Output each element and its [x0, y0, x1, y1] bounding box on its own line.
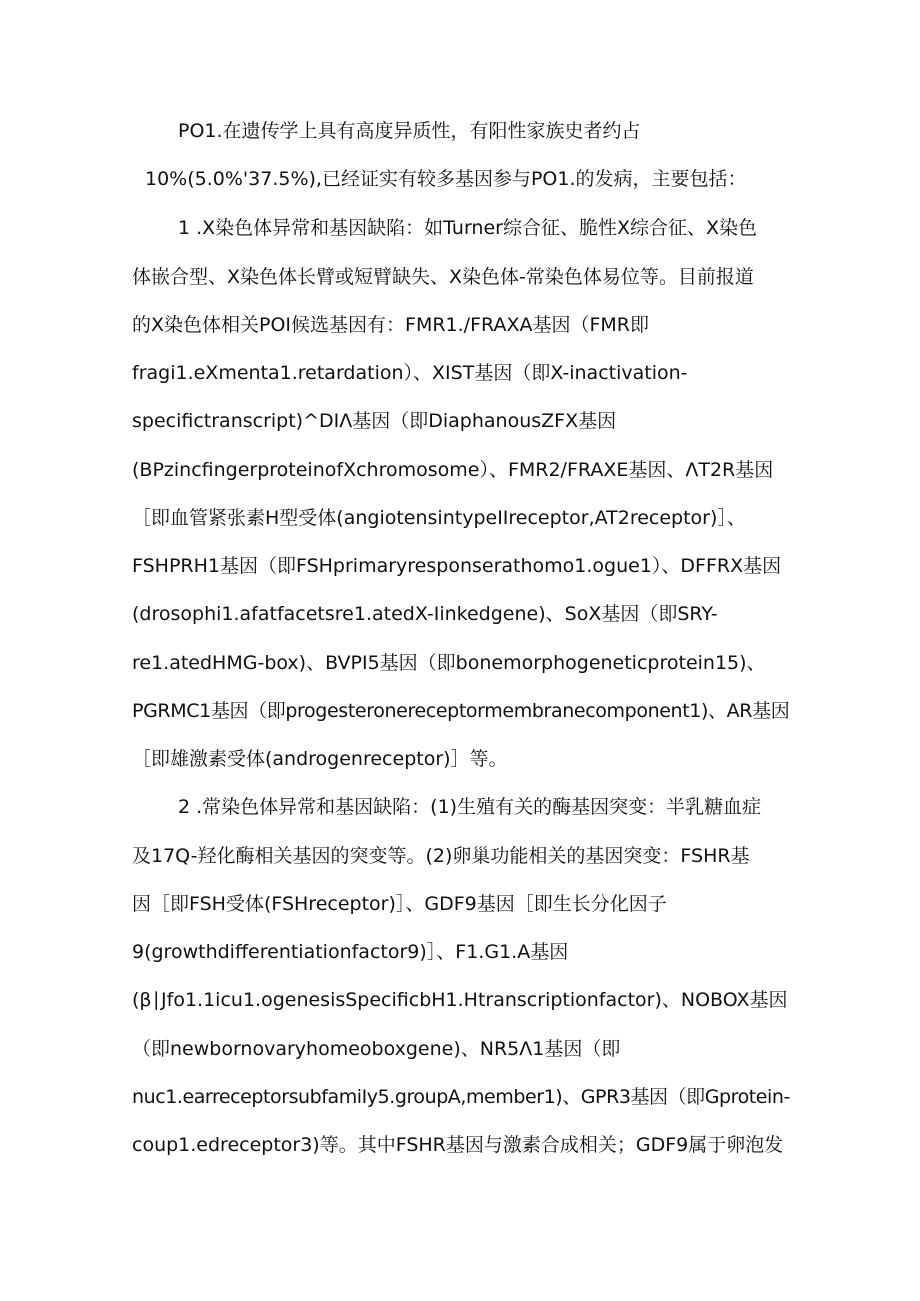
text-line: (drosophi1.afatfacetsre1.atedX-Iinkedgene)、SoX基因（即SRY- [132, 603, 718, 625]
text-line: re1.atedHMG-box)、BVPI5基因（即bonemorphogeneticprotein15)、 [132, 652, 766, 674]
text-line: 及17Q-羟化酶相关基因的突变等。(2)卵巢功能相关的基因突变：FSHR基 [132, 845, 750, 867]
text-line: 9(growthdifferentiationfactor9)］、F1.G1.A基因 [132, 941, 569, 963]
text-line: 的X染色体相关POI候选基因有：FMR1./FRAXA基因（FMR即 [132, 314, 649, 336]
text-line: ［即雄激素受体(androgenreceptor)］等。 [132, 748, 508, 770]
text-line: PGRMC1基因（即progesteronereceptormembranecomponent1)、AR基因 [132, 700, 790, 722]
text-line: fragi1.eXmenta1.retardation）、XIST基因（即X-inactivation- [132, 362, 688, 384]
text-line: PO1.在遗传学上具有高度异质性，有阳性家族史者约占 [178, 120, 641, 142]
text-line: 10%(5.0%'37.5%),已经证实有较多基因参与PO1.的发病，主要包括： [145, 168, 747, 190]
text-line: (BPzincfingerproteinofXchromosome）、FMR2∕FRAXE基因、ΛT2R基因 [132, 459, 774, 481]
text-line: （即newbornovaryhomeoboxgene)、NR5Λ1基因（即 [132, 1038, 621, 1060]
text-line: 体嵌合型、X染色体长臂或短臂缺失、X染色体-常染色体易位等。目前报道 [132, 266, 754, 288]
text-line: 1 .X染色体异常和基因缺陷：如Turner综合征、脆性X综合征、X染色 [178, 217, 758, 239]
text-line: ［即血管紧张素H型受体(angiotensintypeIIreceptor,AT2receptor)］、 [132, 507, 746, 529]
text-line: (β∣Jfo1.1icu1.ogenesisSpecificbH1.Htranscriptionfactor)、NOBOX基因 [132, 989, 788, 1011]
text-line: nuc1.earreceptorsubfamiIy5.groupA,member1)、GPR3基因（即Gprotein- [132, 1086, 790, 1108]
text-line: FSHPRH1基因（即FSHprimaryresponserathomo1.ogue1）、DFFRX基因 [132, 555, 782, 577]
text-line: coup1.edreceptor3)等。其中FSHR基因与激素合成相关；GDF9属于卵泡发 [132, 1134, 784, 1156]
text-line: 2 .常染色体异常和基因缺陷：(1)生殖有关的酶基因突变：半乳糖血症 [178, 796, 762, 818]
text-line: specifictranscript)^DIΛ基因（即DiaphanousZFX基因 [132, 410, 617, 432]
text-line: 因［即FSH受体(FSHreceptor)］、GDF9基因［即生长分化因子 [132, 893, 667, 915]
